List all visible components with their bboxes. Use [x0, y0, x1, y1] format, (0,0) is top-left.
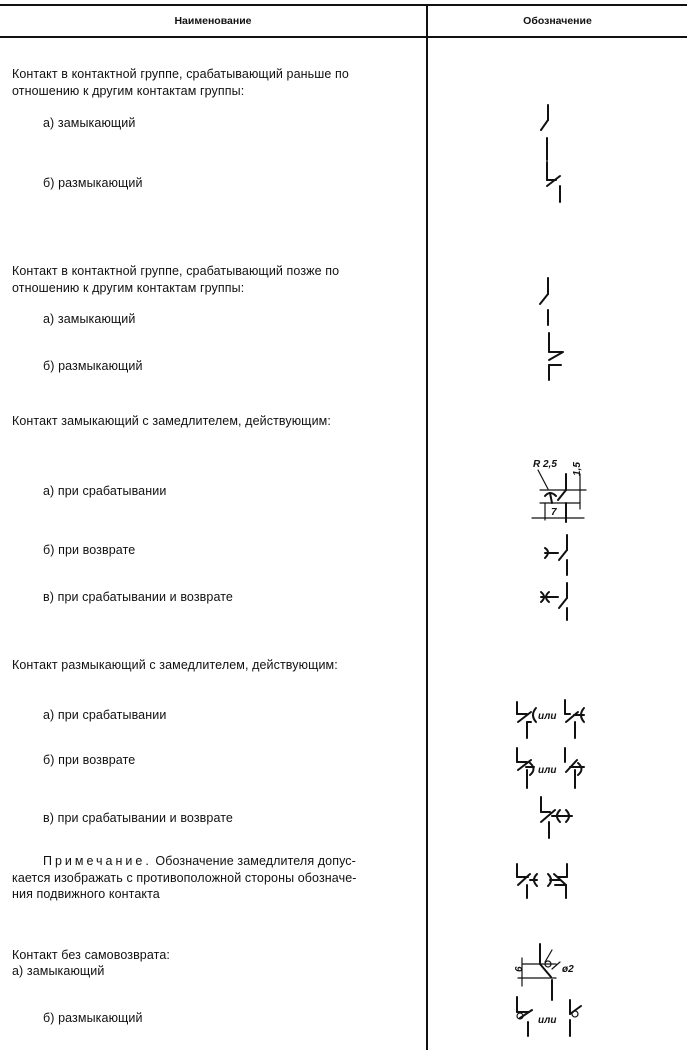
break-delay-operate-or: или: [538, 711, 557, 722]
late-heading-line2: отношению к другим контактам группы:: [12, 281, 245, 295]
note-delay-opposite-symbol-1: [517, 864, 537, 898]
dim-width-label: 7: [551, 507, 557, 518]
late-heading-line1: Контакт в контактной группе, срабатывающий позже по: [12, 264, 340, 278]
header-name-column: Наименование: [174, 15, 252, 27]
early-make-contact-symbol: [541, 105, 548, 160]
early-break-contact-symbol: [547, 162, 560, 202]
late-break-contact-symbol: [549, 333, 563, 380]
early-heading-line2: отношению к другим контактам группы:: [12, 84, 245, 98]
make-delay-operate-symbol: [532, 459, 586, 522]
make-delay-return-symbol: [545, 535, 567, 575]
note-line1-text: Обозначение замедлителя допус-: [151, 854, 356, 868]
break-delay-item-c: в) при срабатывании и возврате: [43, 811, 233, 825]
early-item-b: б) размыкающий: [43, 176, 143, 190]
break-delay-item-b: б) при возврате: [43, 753, 136, 767]
note-label: Примечание.: [43, 854, 152, 868]
make-delay-both-symbol: [541, 583, 567, 620]
header-symbol-column: Обозначение: [523, 15, 592, 27]
dim-height-label: 1,5: [572, 462, 583, 476]
early-heading-line1: Контакт в контактной группе, срабатывающий раньше по: [12, 67, 349, 81]
late-make-contact-symbol: [540, 278, 548, 325]
note-line3: ния подвижного контакта: [12, 887, 160, 901]
late-item-a: а) замыкающий: [43, 312, 136, 326]
note-line2: кается изображать с противоположной стороны обозначе-: [12, 871, 357, 885]
no-return-dim-diameter: ø2: [562, 964, 574, 975]
no-return-dim-height: 6: [514, 966, 525, 972]
no-return-make-symbol: [514, 944, 574, 1000]
make-delay-item-c: в) при срабатывании и возврате: [43, 590, 233, 604]
early-item-a: а) замыкающий: [43, 116, 136, 130]
break-delay-operate-symbol: [517, 700, 584, 738]
break-delay-item-a: а) при срабатывании: [43, 708, 167, 722]
no-return-item-b: б) размыкающий: [43, 1011, 143, 1025]
no-return-item-a: а) замыкающий: [12, 964, 105, 978]
no-return-heading: Контакт без самовозврата:: [12, 948, 170, 962]
break-delay-heading: Контакт размыкающий с замедлителем, действующим:: [12, 658, 338, 672]
make-delay-heading: Контакт замыкающий с замедлителем, действующим:: [12, 414, 331, 428]
note-delay-opposite-symbol-2: [548, 864, 567, 898]
no-return-break-symbol: [517, 997, 581, 1036]
break-delay-both-symbol: [541, 797, 572, 838]
no-return-or: или: [538, 1015, 557, 1026]
dim-radius-label: R 2,5: [533, 459, 557, 470]
make-delay-item-a: а) при срабатывании: [43, 484, 167, 498]
make-delay-item-b: б) при возврате: [43, 543, 136, 557]
break-delay-return-or: или: [538, 765, 557, 776]
break-delay-return-symbol: [517, 748, 584, 788]
late-item-b: б) размыкающий: [43, 359, 143, 373]
